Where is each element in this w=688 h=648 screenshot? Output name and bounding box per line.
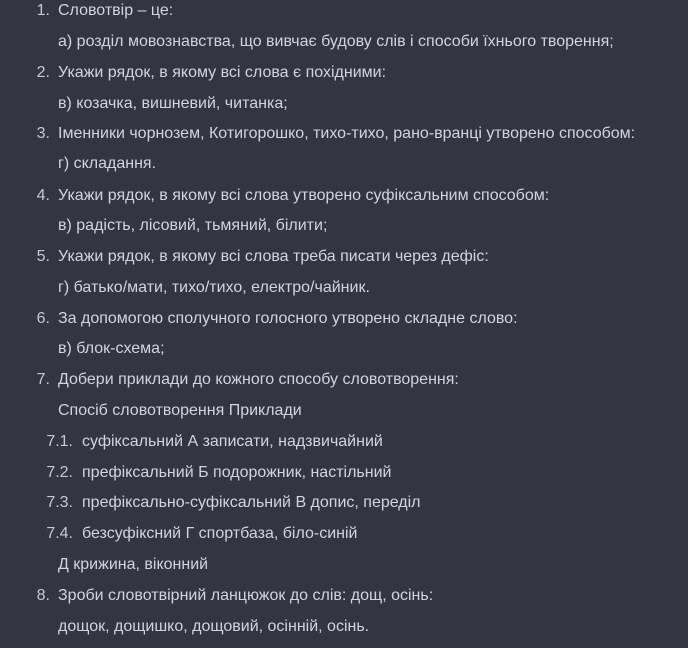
question-text: Укажи рядок, в якому всі слова утворено суфіксальним способом: [58, 187, 550, 204]
extra-text: Д крижина, віконний [58, 556, 209, 573]
question-text: Укажи рядок, в якому всі слова треба писати через дефіс: [58, 248, 489, 265]
item-number: 4. [36, 187, 50, 204]
item-number: 8. [36, 587, 50, 604]
sub-item-number: 7.3. [46, 494, 73, 511]
item-number: 5. [36, 248, 50, 265]
sub-item-number: 7.1. [46, 433, 73, 450]
question-text: За допомогою сполучного голосного утворено складне слово: [58, 310, 518, 327]
answer-text: в) радість, лісовий, тьмяний, білити; [58, 217, 328, 234]
item-number: 3. [36, 125, 50, 142]
answer-text: Спосіб словотворення Приклади [58, 402, 302, 419]
item-number: 7. [36, 371, 50, 388]
item-number: 6. [36, 310, 50, 327]
answer-text: в) козачка, вишневий, читанка; [58, 95, 288, 112]
question-text: Добери приклади до кожного способу словотворення: [58, 371, 459, 388]
sub-item-number: 7.4. [46, 525, 73, 542]
answer-text: г) складання. [58, 155, 157, 172]
question-text: Укажи рядок, в якому всі слова є похідними: [58, 64, 387, 81]
sub-item-text: суфіксальний А записати, надзвичайний [82, 433, 383, 450]
answer-text: в) блок-схема; [58, 340, 165, 357]
item-number: 1. [36, 2, 50, 19]
answer-text: а) розділ мовознавства, що вивчає будову слів і способи їхнього творення; [58, 33, 614, 50]
sub-item-text: префіксально-суфіксальний В допис, переділ [82, 494, 421, 511]
answer-text: дощок, дощишко, дощовий, осінній, осінь. [58, 618, 370, 635]
answer-text: г) батько/мати, тихо/тихо, електро/чайник. [58, 279, 370, 296]
item-number: 2. [36, 64, 50, 81]
sub-item-text: безсуфіксний Г спортбаза, біло-синій [82, 525, 358, 542]
question-text: Словотвір – це: [58, 2, 174, 19]
question-text: Іменники чорнозем, Котигорошко, тихо-тихо, рано-вранці утворено способом: [58, 125, 636, 142]
question-text: Зроби словотвірний ланцюжок до слів: дощ, осінь: [58, 587, 434, 604]
sub-item-number: 7.2. [46, 464, 73, 481]
sub-item-text: префіксальний Б подорожник, настільний [82, 464, 392, 481]
